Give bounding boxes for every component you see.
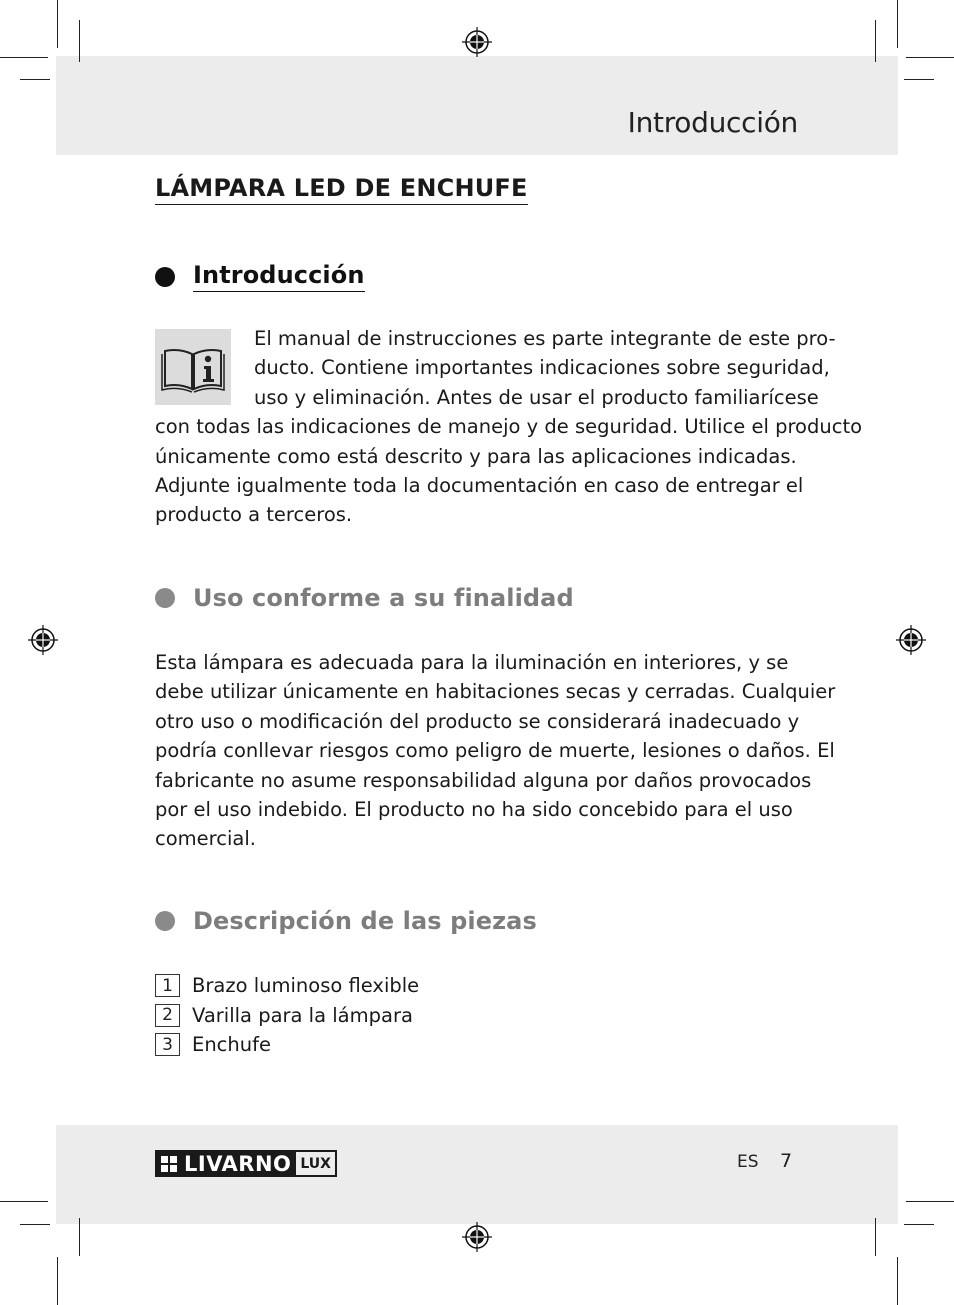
intended-use-paragraph (155, 648, 836, 854)
paragraph-line: uso y eliminación. Antes de usar el producto familiarícese (254, 385, 819, 409)
section-heading-text: Descripción de las piezas (193, 907, 537, 935)
brand-name: LIVARNO (184, 1151, 292, 1176)
registration-mark-icon (462, 1222, 492, 1252)
list-item (155, 1001, 419, 1031)
section-heading-text: Uso conforme a su finalidad (193, 584, 574, 612)
paragraph-line: El manual de instrucciones es parte integrante de este pro- (254, 327, 836, 350)
section-bullet (155, 267, 175, 287)
section-bullet (155, 588, 175, 608)
section-heading-parts (155, 907, 537, 935)
crop-mark (0, 57, 48, 58)
crop-mark (897, 1257, 898, 1305)
part-number-box: 1 (155, 974, 180, 997)
crop-mark (79, 20, 80, 62)
crop-mark (904, 79, 934, 80)
paragraph-line: por el uso indebido. El producto no ha sido concebido para el uso (155, 798, 793, 822)
language-code: ES (737, 1152, 759, 1172)
paragraph-line: únicamente como está descrito y para las aplicaciones indicadas. (155, 444, 797, 468)
page-number: 7 (780, 1150, 793, 1172)
paragraph-line: comercial. (155, 827, 256, 851)
list-item (155, 971, 419, 1001)
crop-mark (57, 0, 58, 48)
list-item (155, 1030, 419, 1060)
part-label: Enchufe (192, 1033, 271, 1057)
parts-list (155, 971, 419, 1060)
section-bullet (155, 911, 175, 931)
paragraph-line: otro uso o modificación del producto se considerará inadecuado y (155, 709, 800, 733)
crop-mark (904, 1224, 934, 1225)
crop-mark (875, 20, 876, 62)
crop-mark (906, 57, 954, 58)
brand-suffix: LUX (296, 1150, 337, 1177)
paragraph-line: debe utilizar únicamente en habitaciones secas y cerradas. Cualquier (155, 680, 836, 704)
paragraph-line: fabricante no asume responsabilidad alguna por daños provocados (155, 768, 812, 792)
crop-mark (875, 1218, 876, 1256)
paragraph-line: producto a terceros. (155, 503, 353, 527)
crop-mark (20, 79, 50, 80)
part-label: Brazo luminoso flexible (192, 974, 420, 998)
paragraph-line: Adjunte igualmente toda la documentación en caso de entregar el (155, 474, 804, 498)
crop-mark (20, 1224, 50, 1225)
part-number-box: 3 (155, 1033, 180, 1056)
brand-logo (155, 1150, 337, 1177)
paragraph-line: ducto. Contiene importantes indicaciones sobre seguridad, (254, 356, 830, 380)
introduction-paragraph (155, 324, 863, 530)
crop-mark (0, 1201, 48, 1202)
section-heading-intended-use (155, 584, 574, 612)
brand-logo-main (155, 1150, 296, 1177)
product-title: LÁMPARA LED DE ENCHUFE (155, 174, 528, 205)
registration-mark-icon (28, 625, 58, 655)
paragraph-line: podría conllevar riesgos como peligro de muerte, lesiones o daños. El (155, 739, 835, 763)
part-number-box: 2 (155, 1004, 180, 1027)
registration-mark-icon (462, 27, 492, 57)
crop-mark (906, 1201, 954, 1202)
header-section-title: Introducción (627, 106, 798, 139)
section-heading-introduction (155, 261, 365, 292)
crop-mark (57, 1257, 58, 1305)
registration-mark-icon (896, 625, 926, 655)
section-heading-text: Introducción (193, 261, 365, 292)
paragraph-line: con todas las indicaciones de manejo y de seguridad. Utilice el producto (155, 415, 863, 439)
crop-mark (79, 1218, 80, 1256)
paragraph-line: Esta lámpara es adecuada para la iluminación en interiores, y se (155, 651, 789, 674)
crop-mark (897, 0, 898, 48)
brand-mark-icon (161, 1156, 177, 1172)
part-label: Varilla para la lámpara (192, 1003, 413, 1027)
